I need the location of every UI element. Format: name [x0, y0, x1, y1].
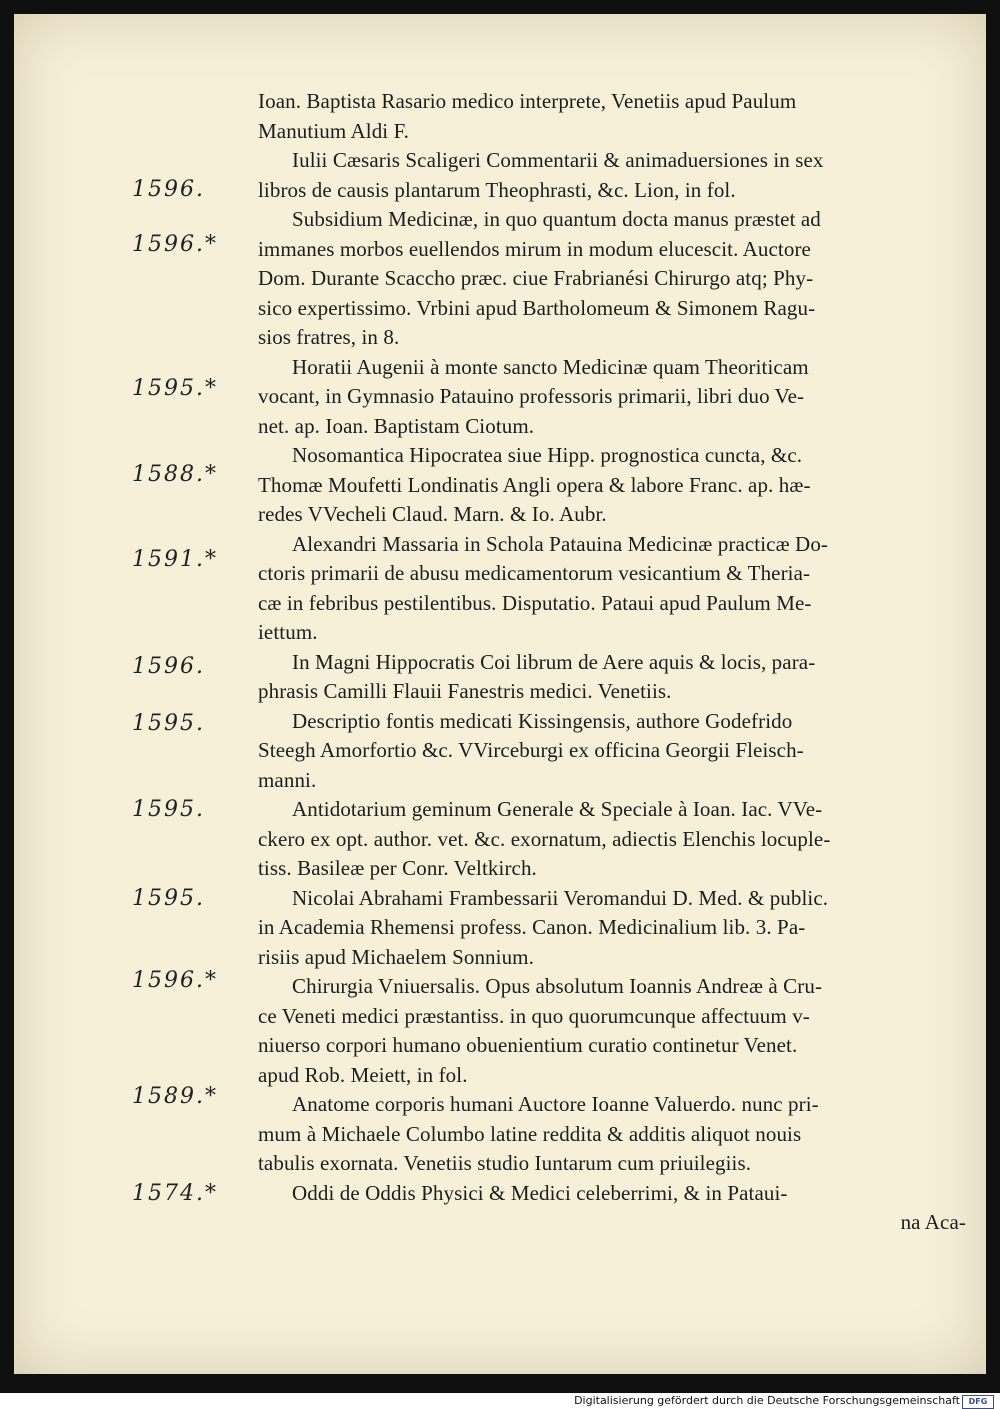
margin-year: 1596.* — [132, 232, 218, 257]
text-line: tiss. Basileæ per Conr. Veltkirch. — [258, 856, 537, 880]
margin-year: 1595.* — [132, 376, 218, 401]
text-line: libros de causis plantarum Theophrasti, &c. Lion, in fol. — [258, 177, 736, 202]
margin-year: 1588.* — [132, 462, 218, 487]
text-line: Dom. Durante Scaccho præc. ciue Frabrianési Chirurgo atq; Phy- — [258, 266, 814, 290]
text-line: phrasis Camilli Flauii Fanestris medici. Venetiis. — [258, 679, 672, 703]
margin-year: 1574.* — [132, 1181, 218, 1206]
text-line: Anatome corporis humani Auctore Ioanne Valuerdo. nunc pri- — [292, 1092, 819, 1116]
text-line: mum à Michaele Columbo latine reddita & additis aliquot nouis — [258, 1121, 802, 1146]
margin-year: 1596.* — [132, 968, 218, 993]
text-line: Steegh Amorfortio &c. VVirceburgi ex officina Georgii Fleisch- — [258, 738, 804, 762]
footer-bar — [0, 1393, 1000, 1409]
text-line: risiis apud Michaelem Sonnium. — [258, 944, 534, 969]
text-line: Chirurgia Vniuersalis. Opus absolutum Ioannis Andreæ à Cru- — [292, 974, 823, 998]
margin-year: 1595. — [132, 797, 205, 822]
text-line: Subsidium Medicinæ, in quo quantum docta manus præstet ad — [292, 207, 821, 231]
margin-year: 1596. — [132, 177, 205, 202]
margin-year: 1595. — [132, 711, 205, 736]
margin-column — [14, 14, 254, 1374]
catchword-line: na Aca- — [900, 1210, 966, 1234]
text-line: sios fratres, in 8. — [258, 325, 400, 349]
dfg-logo-icon[interactable]: DFG — [962, 1395, 994, 1409]
text-line: cæ in febribus pestilentibus. Disputatio. Pataui apud Paulum Me- — [258, 590, 812, 615]
text-line: Horatii Augenii à monte sancto Medicinæ quam Theoriticam — [292, 354, 809, 379]
text-line: ckero ex opt. author. vet. &c. exornatum, adiectis Elenchis locuple- — [258, 826, 831, 851]
text-line: net. ap. Ioan. Baptistam Ciotum. — [258, 413, 535, 438]
document-page — [14, 14, 986, 1374]
text-line: Oddi de Oddis Physici & Medici celeberrimi, & in Pataui- — [292, 1180, 788, 1205]
margin-year: 1596. — [132, 654, 205, 679]
text-line: Descriptio fontis medicati Kissingensis, authore Godefrido — [292, 708, 793, 733]
text-line: redes VVecheli Claud. Marn. & Io. Aubr. — [258, 502, 607, 526]
text-column — [258, 87, 966, 1238]
funding-notice: Digitalisierung gefördert durch die Deutsche Forschungsgemeinschaft — [574, 1394, 960, 1407]
text-line: in Academia Rhemensi profess. Canon. Medicinalium lib. 3. Pa- — [258, 915, 806, 939]
text-line: niuerso corpori humano obuenientium curatio continetur Venet. — [258, 1033, 798, 1057]
text-line: Thomæ Moufetti Londinatis Angli opera & labore Franc. ap. hæ- — [258, 472, 811, 497]
text-line: ce Veneti medici præstantiss. in quo quorumcunque affectuum v- — [258, 1003, 810, 1028]
text-line: Iulii Cæsaris Scaligeri Commentarii & animaduersiones in sex — [292, 148, 824, 172]
margin-year: 1591.* — [132, 547, 218, 572]
text-line: sico expertissimo. Vrbini apud Bartholomeum & Simonem Ragu- — [258, 295, 816, 320]
text-line: ctoris primarii de abusu medicamentorum vesicantium & Theria- — [258, 561, 811, 585]
text-line: Ioan. Baptista Rasario medico interprete, Venetiis apud Paulum — [258, 89, 797, 113]
text-line: manni. — [258, 767, 317, 792]
text-line: Manutium Aldi F. — [258, 118, 410, 143]
text-line: vocant, in Gymnasio Patauino professoris primarii, libri duo Ve- — [258, 384, 805, 408]
text-line: Nosomantica Hipocratea siue Hipp. prognostica cuncta, &c. — [292, 443, 803, 467]
text-line: In Magni Hippocratis Coi librum de Aere aquis & locis, para- — [292, 649, 816, 674]
text-line: Nicolai Abrahami Frambessarii Veromandui D. Med. & public. — [292, 885, 829, 910]
text-line: Antidotarium geminum Generale & Speciale à Ioan. Iac. VVe- — [292, 797, 823, 821]
text-line: Alexandri Massaria in Schola Patauina Medicinæ practicæ Do- — [292, 531, 829, 556]
text-line: immanes morbos euellendos mirum in modum elucescit. Auctore — [258, 236, 811, 261]
text-line: tabulis exornata. Venetiis studio Iuntarum cum priuilegiis. — [258, 1151, 752, 1175]
text-line: iettum. — [258, 620, 318, 644]
margin-year: 1589.* — [132, 1084, 218, 1109]
margin-year: 1595. — [132, 886, 205, 911]
text-line: apud Rob. Meiett, in fol. — [258, 1062, 468, 1087]
